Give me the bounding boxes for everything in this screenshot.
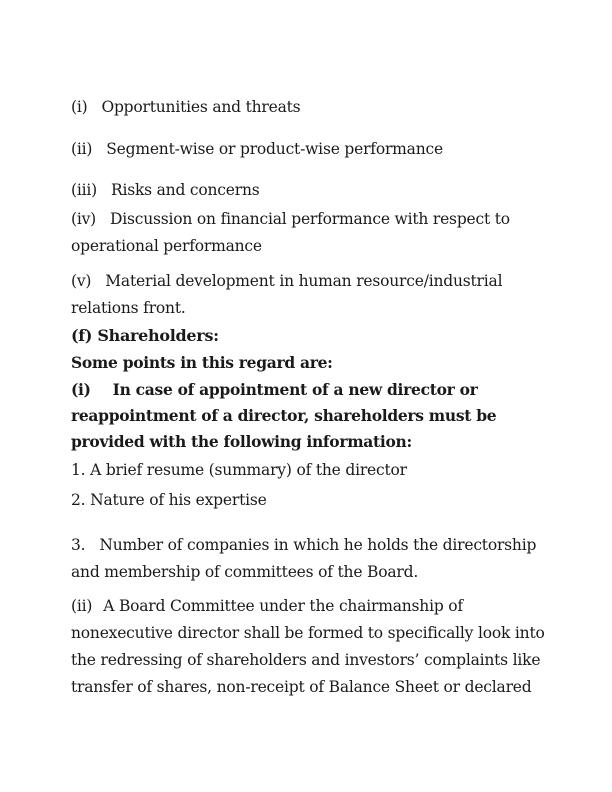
item-label: 3.	[71, 536, 86, 554]
item-label: (i)	[71, 98, 88, 116]
section-intro: Some points in this regard are:	[71, 353, 333, 372]
item-text: Number of companies in which he holds the directorship	[99, 536, 537, 554]
point-i-line-2: reappointment of a director, shareholders must be	[71, 406, 497, 425]
point-ii-line-2: nonexecutive director shall be formed to specifically look into	[71, 624, 545, 642]
point-label: (ii)	[71, 597, 93, 615]
point-ii-line-4: transfer of shares, non-receipt of Balance Sheet or declared	[71, 678, 532, 696]
numbered-item-companies	[71, 535, 536, 555]
item-text: Material development in human resource/industrial	[105, 272, 503, 290]
list-item-continuation: operational performance	[71, 237, 262, 255]
item-text: Opportunities and threats	[101, 98, 301, 116]
point-text: In case of appointment of a new director or	[112, 380, 478, 399]
item-text: Segment-wise or product-wise performance	[106, 140, 443, 158]
section-heading-shareholders: (f) Shareholders:	[71, 326, 219, 345]
list-item-financial-performance	[71, 209, 510, 229]
numbered-item-continuation: and membership of committees of the Board.	[71, 563, 419, 581]
point-ii-line-1	[71, 596, 463, 616]
item-label: (iii)	[71, 181, 97, 199]
point-text: A Board Committee under the chairmanship of	[103, 597, 463, 615]
numbered-item-resume: 1. A brief resume (summary) of the director	[71, 461, 407, 479]
point-label: (i)	[71, 380, 91, 399]
list-item-material-development	[71, 271, 502, 291]
list-item-risks	[71, 180, 260, 200]
list-item-segment-performance	[71, 139, 443, 159]
item-text: Discussion on financial performance with respect to	[110, 210, 510, 228]
point-i-line-1	[71, 380, 477, 400]
list-item-continuation: relations front.	[71, 299, 186, 317]
point-ii-line-3: the redressing of shareholders and investors’ complaints like	[71, 651, 541, 669]
item-text: Risks and concerns	[110, 181, 260, 199]
item-label: (ii)	[71, 140, 93, 158]
item-label: (iv)	[71, 210, 97, 228]
numbered-item-expertise: 2. Nature of his expertise	[71, 491, 267, 509]
point-i-line-3: provided with the following information:	[71, 432, 412, 451]
list-item-opportunities	[71, 97, 300, 117]
item-label: (v)	[71, 272, 92, 290]
